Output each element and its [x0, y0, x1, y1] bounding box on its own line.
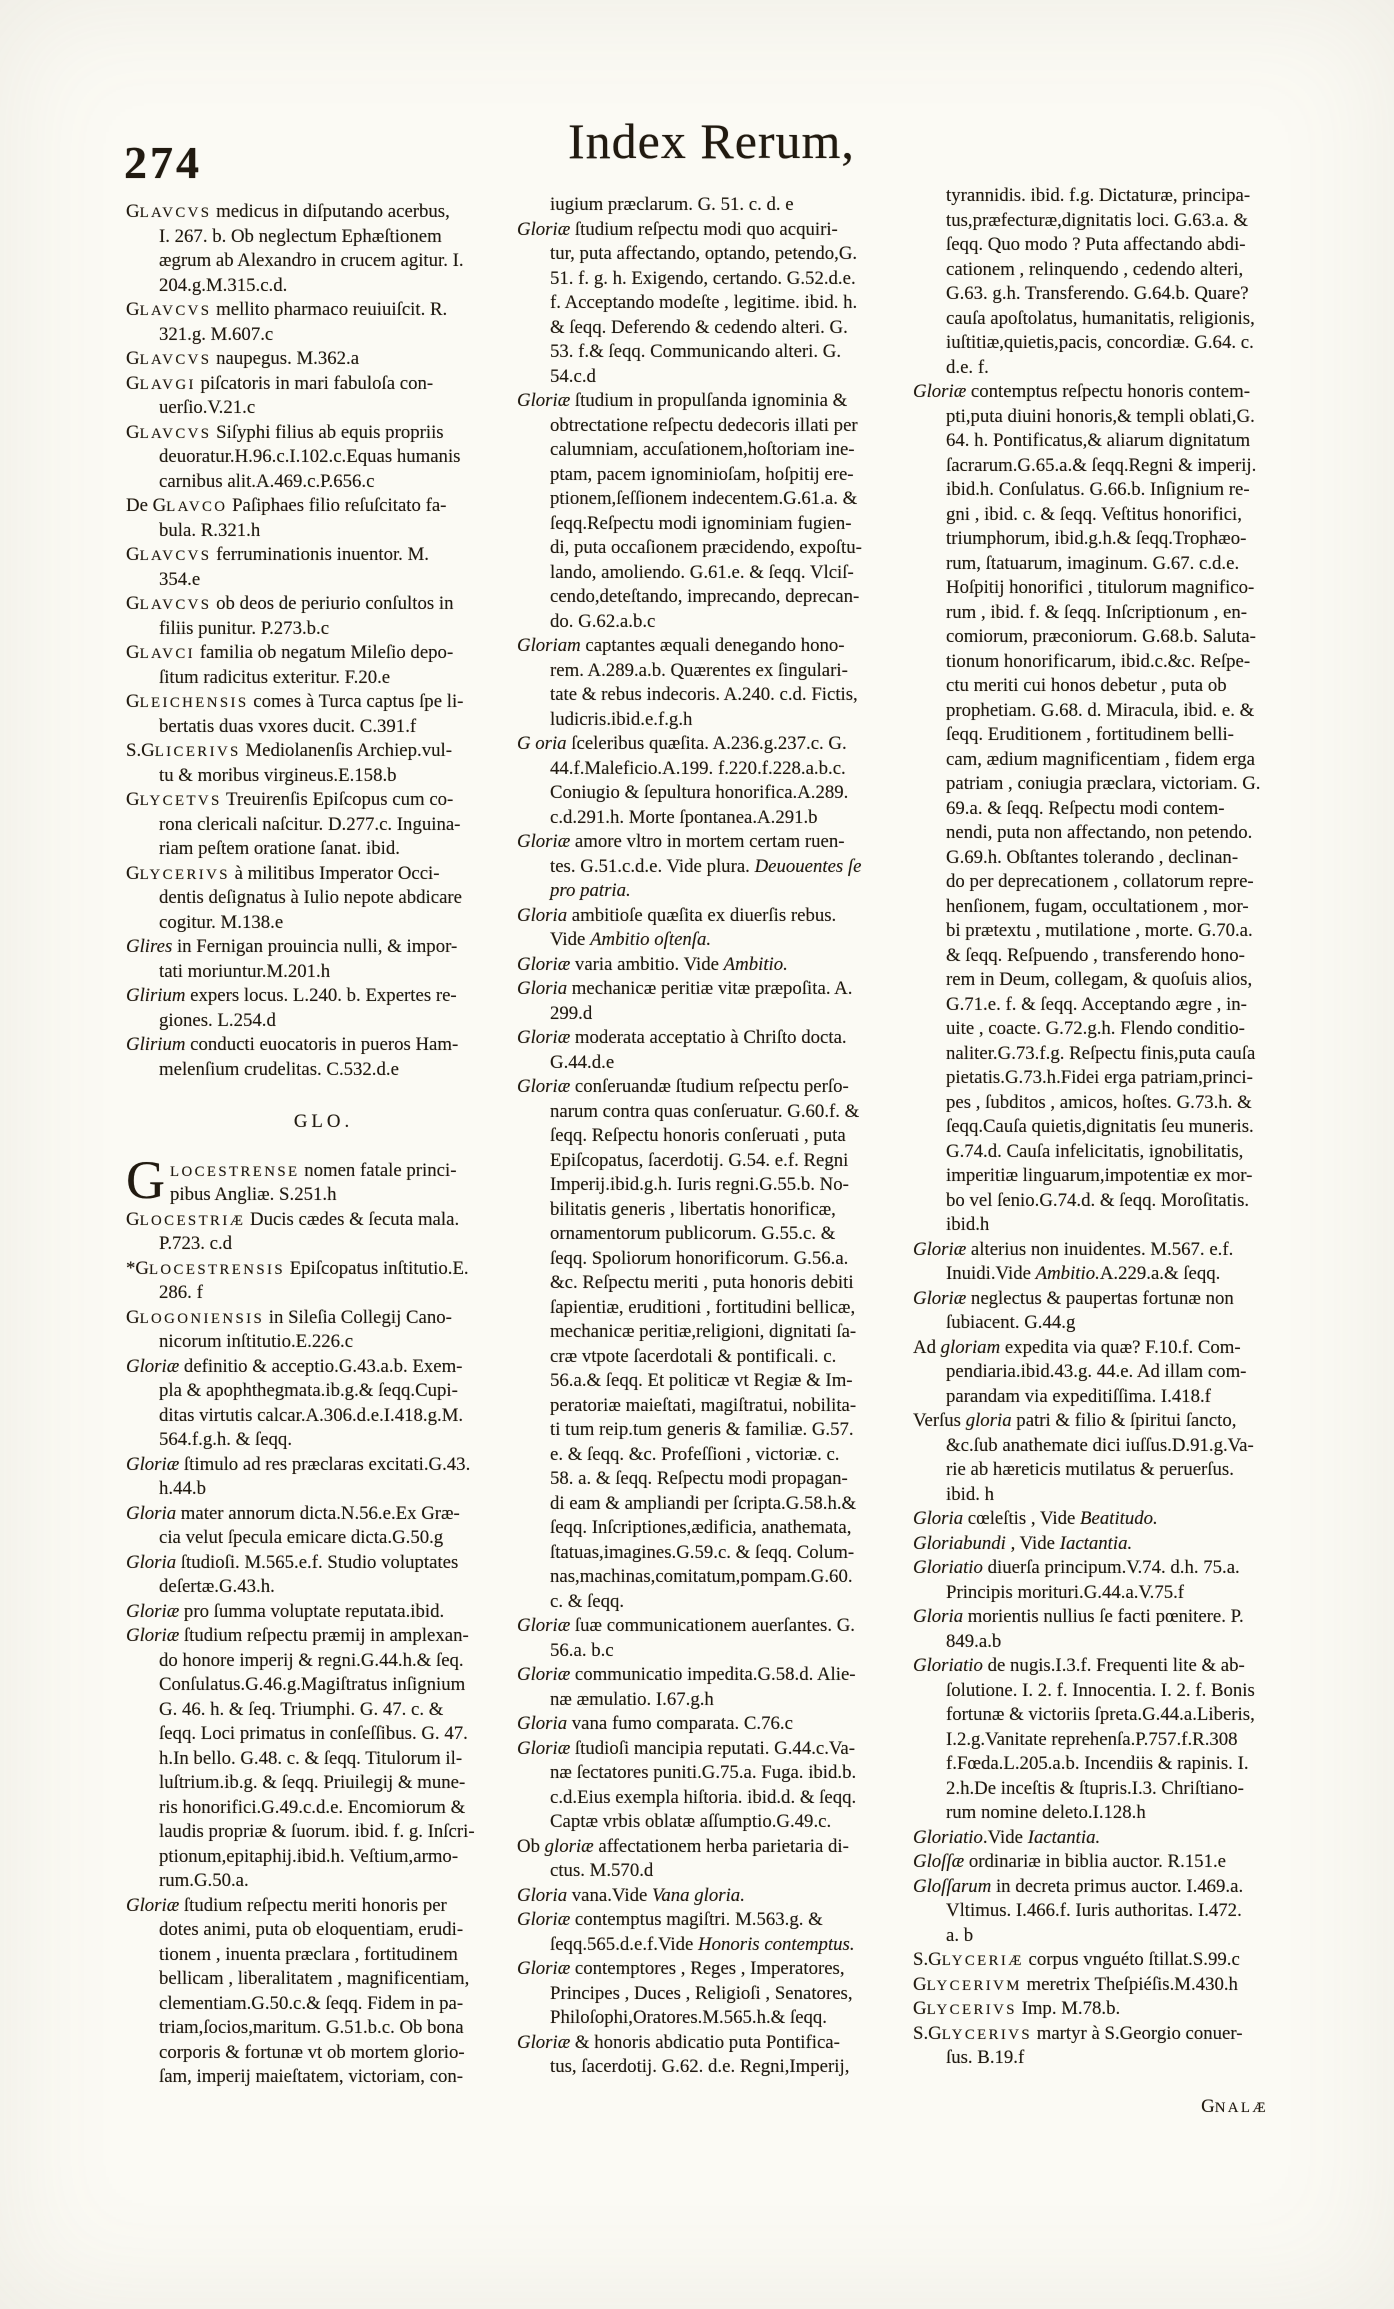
- text-line: GLYCETVS Treuirenſis Epiſcopus cum co-: [126, 789, 454, 810]
- text-line: pes , ſubditos , amicos, hoſtes. G.73.h. &: [946, 1091, 1252, 1113]
- text-line: c.d.291.h. Morte ſpontanea.A.291.b: [550, 806, 818, 828]
- text-line: tur, puta affectando, optando, petendo,G.: [550, 243, 858, 264]
- text-line: ſacrarum.G.65.a.& ſeqq.Regni & imperij.: [946, 454, 1257, 476]
- text-line: henſionem, fugam, occultationem , mor-: [946, 895, 1249, 917]
- text-line: Coniugio & ſepultura honorifica.A.289.: [550, 782, 849, 803]
- text-line: GLO.: [293, 1110, 354, 1132]
- text-line: GLAVCVS ferruminationis inuentor. M.: [126, 544, 429, 565]
- text-line: prophetiam. G.68. d. Miracula, ibid. e. &: [946, 699, 1255, 721]
- text-line: G.71.e. f. & ſeqq. Acceptando ægre , in-: [946, 993, 1247, 1015]
- drop-cap: G: [126, 1149, 165, 1210]
- text-line: peratoriæ maieſtati, magiſtratui, nobilita-: [550, 1394, 857, 1416]
- text-line: tate & rebus indecoris. A.240. c.d. Fictis,: [550, 684, 858, 705]
- text-line: riam peſtem oratione ſanat. ibid.: [159, 838, 400, 859]
- text-line: Gloriæ alterius non inuidentes. M.567. e.f.: [913, 1238, 1234, 1260]
- text-line: ægrum ab Alexandro in crucem agitur. I.: [159, 250, 464, 271]
- text-line: cogitur. M.138.e: [159, 911, 284, 933]
- text-line: triam,ſocios,maritum. G.51.b.c. Ob bona: [159, 2017, 464, 2038]
- text-line: Gloriæ contemptus magiſtri. M.563.g. &: [517, 1909, 823, 1930]
- text-line: I. 267. b. Ob neglectum Ephæſtionem: [159, 225, 442, 247]
- text-line: ſubiacent. G.44.g: [946, 1312, 1076, 1333]
- text-line: Gloriæ conſeruandæ ſtudium reſpectu perſo-: [517, 1076, 849, 1097]
- text-line: pla & apophthegmata.ib.g.& ſeqq.Cupi-: [159, 1380, 458, 1401]
- text-line: [913, 2071, 1308, 2096]
- text-line: rum nomine deleto.I.128.h: [946, 1802, 1146, 1823]
- text-line: Gloriæ ſuæ communicationem auerſantes. G.: [517, 1615, 856, 1636]
- text-line: tu & moribus virgineus.E.158.b: [159, 764, 397, 786]
- text-line: ſus. B.19.f: [946, 2047, 1025, 2068]
- text-line: Gloria cœleſtis , Vide Beatitudo.: [913, 1508, 1158, 1529]
- text-line: deuoratur.H.96.c.I.102.c.Equas humanis: [159, 446, 461, 467]
- text-line: parandam via expeditiſſima. I.418.f: [946, 1385, 1211, 1407]
- text-line: di eam & ampliandi per ſcripta.G.58.h.&: [550, 1492, 857, 1514]
- text-line: ſeqq. Loci primatus in conſeſſibus. G. 47.: [159, 1723, 468, 1744]
- text-line: rem in Deum, collegam, & quoſuis alios,: [946, 969, 1253, 990]
- text-line: ptionum,epitaphij.ibid.h. Veſtium,armo-: [159, 1845, 459, 1867]
- text-line: pendiaria.ibid.43.g. 44.e. Ad illam com-: [946, 1361, 1247, 1382]
- text-line: d.e. f.: [946, 356, 989, 378]
- page-title: Index Rerum,: [568, 113, 855, 169]
- text-line: *GLOCESTRENSIS Epiſcopatus inſtitutio.E.: [126, 1257, 469, 1279]
- text-line: [126, 1082, 521, 1107]
- text-line: lando, amoliendo. G.61.e. & ſeqq. Vlciſ-: [550, 561, 854, 583]
- text-line: 64. h. Pontificatus,& aliarum dignitatum: [946, 430, 1251, 451]
- text-line: 354.e: [159, 568, 201, 590]
- text-line: GLOCESTRIÆ Ducis cædes & ſecuta mala.: [126, 1208, 460, 1230]
- text-line: 69.a. & ſeqq. Reſpectu modi contem-: [946, 797, 1225, 819]
- text-line: Gloriæ ſtimulo ad res præclaras excitati.G.43.: [126, 1453, 471, 1475]
- text-line: pti,puta diuini honoris,& templi oblati,G.: [946, 405, 1255, 427]
- text-line: clementiam.G.50.c.& ſeqq. Fidem in pa-: [159, 1992, 464, 2014]
- text-line: 58. a. & ſeqq. Reſpectu modi propagan-: [550, 1468, 848, 1489]
- text-line: f. Acceptando modeſte , legitime. ibid. h.: [550, 292, 858, 313]
- text-line: Gloria morientis nullius ſe facti pœnitere. P.: [913, 1606, 1244, 1627]
- text-line: nendi, puta non affectando, non petendo.: [946, 822, 1253, 843]
- text-line: di, puta occaſionem præcidendo, expoſtu-: [550, 537, 862, 558]
- text-line: &c. Reſpectu meriti , puta honoris debiti: [550, 1272, 854, 1293]
- text-line: calumniam, accuſationem,hoſtoriam ine-: [550, 439, 855, 460]
- text-line: G.63. g.h. Transferendo. G.64.b. Quare?: [946, 283, 1249, 304]
- text-line: GLYCERIVS à militibus Imperator Occi-: [126, 862, 440, 884]
- text-line: ptionem,ſeſſionem indecentem.G.61.a. &: [550, 488, 858, 509]
- text-line: do. G.62.a.b.c: [550, 610, 656, 632]
- text-line: do per deprecationem , collatorum repre-: [946, 871, 1254, 892]
- text-line: Ob gloriæ affectationem herba parietaria di-: [517, 1835, 849, 1857]
- text-line: Gloriabundi , Vide Iactantia.: [913, 1532, 1133, 1554]
- text-line: tyrannidis. ibid. f.g. Dictaturæ, principa-: [946, 185, 1251, 206]
- text-line: uite , coacte. G.72.g.h. Flendo conditio-: [946, 1018, 1245, 1039]
- text-line: pibus Angliæ. S.251.h: [170, 1184, 337, 1205]
- text-line: triumphorum, ibid.g.h.& ſeqq.Trophæo-: [946, 528, 1247, 549]
- text-line: ſolutione. I. 2. f. Innocentia. I. 2. f. Bonis: [946, 1679, 1255, 1701]
- text-line: Hoſpitij honorifici , titulorum magnifico-: [946, 577, 1255, 598]
- text-line: carnibus alit.A.469.c.P.656.c: [159, 470, 375, 492]
- text-line: Vltimus. I.466.f. Iuris authoritas. I.472.: [946, 1900, 1242, 1921]
- text-line: ſeqq.Reſpectu modi ignominiam fugien-: [550, 512, 852, 534]
- text-line: Conſulatus.G.46.g.Magiſtratus inſignium: [159, 1674, 466, 1695]
- text-line: dotes animi, puta ob eloquentiam, erudi-: [159, 1919, 464, 1940]
- text-line: GLYCERIVS Imp. M.78.b.: [913, 1998, 1121, 2019]
- text-line: ſapientiæ, eruditioni , fortitudini bellicæ,: [550, 1296, 856, 1318]
- text-line: giones. L.254.d: [159, 1009, 276, 1031]
- text-line: ludicris.ibid.e.f.g.h: [550, 708, 693, 730]
- text-line: ctus. M.570.d: [550, 1860, 654, 1881]
- text-line: melenſium crudelitas. C.532.d.e: [159, 1058, 399, 1080]
- text-line: tionum honorificarum, ibid.c.&c. Reſpe-: [946, 650, 1251, 672]
- text-line: Epiſcopatus, ſacerdotij. G.54. e.f. Regni: [550, 1149, 849, 1171]
- text-line: h.44.b: [159, 1478, 206, 1499]
- text-line: 849.a.b: [946, 1630, 1002, 1652]
- text-line: I.2.g.Vanitate reprehenſa.P.757.f.R.308: [946, 1728, 1238, 1750]
- text-line: GLOGONIENSIS in Sileſia Collegij Cano-: [126, 1306, 452, 1328]
- text-line: GLEICHENSIS comes à Turca captus ſpe li-: [126, 691, 464, 712]
- text-line: Gloriæ & honoris abdicatio puta Pontifica-: [517, 2031, 840, 2053]
- text-line: GLAVCVS Siſyphi filius ab equis propriis: [126, 421, 444, 443]
- text-line: GLAVCVS medicus in diſputando acerbus,: [126, 201, 450, 222]
- text-line: cauſa apoſtolatus, humanitatis, religionis,: [946, 307, 1255, 329]
- text-line: 53. f.& ſeqq. Communicando alteri. G.: [550, 341, 842, 362]
- text-line: Gloriæ ſtudium reſpectu meriti honoris per: [126, 1894, 447, 1916]
- text-line: Gloriatio de nugis.I.3.f. Frequenti lite & ab-: [913, 1655, 1245, 1676]
- text-line: 299.d: [550, 1002, 593, 1024]
- text-line: Gloriæ pro ſumma voluptate reputata.ibid.: [126, 1600, 445, 1622]
- text-line: c. & ſeqq.: [550, 1590, 625, 1612]
- text-line: nicorum inſtitutio.E.226.c: [159, 1331, 354, 1352]
- text-line: a. b: [946, 1924, 974, 1946]
- text-line: Gloriæ definitio & acceptio.G.43.a.b. Exem-: [126, 1355, 463, 1377]
- text-line: nas,machinas,comitatum,pompam.G.60.: [550, 1566, 853, 1587]
- text-line: filiis punitur. P.273.b.c: [159, 617, 330, 639]
- text-line: ibid.h: [946, 1214, 990, 1235]
- text-line: comiorum, præconiorum. G.68.b. Saluta-: [946, 626, 1256, 647]
- text-line: næ ſectatores puniti.G.75.a. Fuga. ibid.b.: [550, 1762, 857, 1783]
- text-line: Gloria ambitioſe quæſita ex diuerſis rebus.: [517, 904, 837, 926]
- text-line: ſeqq. Spoliorum honorificorum. G.56.a.: [550, 1247, 849, 1269]
- text-line: 564.f.g.h. & ſeqq.: [159, 1429, 293, 1450]
- text-line: corporis & fortunæ vt ob mortem glorio-: [159, 2041, 465, 2063]
- text-line: fortunæ & victoriis ſpreta.G.44.a.Liberis,: [946, 1704, 1255, 1725]
- text-line: ſeqq.Cauſa quietis,dignitatis ſeu muneris.: [946, 1116, 1254, 1137]
- text-line: Gloriam captantes æquali denegando hono-: [517, 635, 845, 656]
- text-line: 321.g. M.607.c: [159, 323, 274, 345]
- text-line: GLAVCVS mellito pharmaco reuiuiſcit. R.: [126, 299, 448, 320]
- text-line: P.723. c.d: [159, 1233, 233, 1254]
- text-line: Principis morituri.G.44.a.V.75.f: [946, 1581, 1185, 1603]
- text-line: Vide Ambitio oſtenſa.: [550, 929, 712, 950]
- text-line: rum.G.50.a.: [159, 1870, 249, 1891]
- text-line: ptam, pacem ignominioſam, hoſpitij ere-: [550, 463, 854, 485]
- text-line: ibid. h: [946, 1483, 994, 1505]
- text-line: GLOCESTRENSE nomen fatale princi-: [126, 1149, 457, 1210]
- text-line: Gloriæ varia ambitio. Vide Ambitio.: [517, 953, 788, 975]
- text-line: Gloriæ amore vltro in mortem certam ruen-: [517, 831, 845, 852]
- text-line: cationem , relinquendo , cedendo alteri,: [946, 258, 1244, 280]
- text-line: S.GLYCERIVS martyr à S.Georgio conuer-: [913, 2022, 1243, 2044]
- text-line: ſitum radicitus exteritur. F.20.e: [159, 666, 391, 688]
- text-line: h.In bello. G.48. c. & ſeqq. Titulorum il-: [159, 1747, 463, 1769]
- index-column-2: [517, 193, 912, 2080]
- text-line: ſeqq.565.d.e.f.Vide Honoris contemptus.: [550, 1933, 855, 1955]
- text-line: ſeqq. Reſpectu honoris conſeruati , puta: [550, 1125, 846, 1146]
- text-line: &c.ſub anathemate dici iuſſus.D.91.g.Va-: [946, 1434, 1254, 1456]
- text-line: Gloria ſtudioſi. M.565.e.f. Studio voluptates: [126, 1551, 459, 1573]
- text-line: Gloria vana fumo comparata. C.76.c: [517, 1713, 793, 1734]
- text-line: obtrectatione reſpectu dedecoris illati per: [550, 414, 858, 436]
- text-line: tes. G.51.c.d.e. Vide plura. Deuouentes ſe: [550, 855, 862, 877]
- text-line: Gloriæ contemptores , Reges , Imperatores,: [517, 1958, 845, 1979]
- text-line: luſtrium.ib.g. & ſeqq. Priuilegij & mune-: [159, 1772, 466, 1793]
- text-line: Imperij.ibid.g.h. Iuris regni.G.55.b. No-: [550, 1174, 849, 1195]
- text-line: Gloriæ ſtudium reſpectu modi quo acquiri-: [517, 218, 838, 240]
- text-line: Gloriatio diuerſa principum.V.74. d.h. 75.a.: [913, 1557, 1240, 1578]
- text-line: G.69.h. Obſtantes tolerando , declinan-: [946, 846, 1239, 868]
- text-line: 286. f: [159, 1282, 203, 1303]
- text-line: pietatis.G.73.h.Fidei erga patriam,princi-: [946, 1067, 1253, 1088]
- text-line: mechanicæ peritiæ,religioni, dignitati ſa-: [550, 1321, 857, 1342]
- text-line: S.GLICERIVS Mediolanenſis Archiep.vul-: [126, 740, 452, 761]
- text-line: iugium præclarum. G. 51. c. d. e: [550, 194, 794, 215]
- text-line: Gloſſarum in decreta primus auctor. I.469.a.: [913, 1875, 1244, 1897]
- text-line: 54.c.d: [550, 365, 596, 387]
- text-line: deſertæ.G.43.h.: [159, 1576, 275, 1597]
- text-line: cendo,deteſtando, imprecando, deprecan-: [550, 586, 860, 607]
- text-line: rum , ibid. f. & ſeqq. Inſcriptionum , en-: [946, 601, 1247, 623]
- text-line: Gloria mechanicæ peritiæ vitæ præpoſita. A.: [517, 978, 853, 999]
- index-column-1: [126, 200, 521, 2090]
- text-line: G.74.d. Cauſa infelicitatis, ignobilitatis,: [946, 1140, 1244, 1162]
- text-line: do honore imperij & regni.G.44.h.& ſeq.: [159, 1649, 464, 1671]
- text-line: GLYCERIVM meretrix Theſpiéſis.M.430.h: [913, 1973, 1238, 1995]
- text-line: narum contra quas conſeruatur. G.60.f. &: [550, 1100, 860, 1122]
- text-line: Gloſſæ ordinariæ in biblia auctor. R.151.e: [913, 1851, 1226, 1872]
- text-line: G.44.d.e: [550, 1051, 615, 1073]
- text-line: tionem , inuenta præclara , fortitudinem: [159, 1943, 458, 1965]
- text-line: GLAVCVS ob deos de periurio conſultos in: [126, 593, 454, 614]
- text-line: 56.a. b.c: [550, 1639, 614, 1661]
- text-line: c.d.Eius exempla hiſtoria. ibid.d. & ſeqq.: [550, 1786, 857, 1808]
- text-line: imperitiæ linguarum,impotentiæ ex mor-: [946, 1165, 1253, 1186]
- text-line: Glirium conducti euocatoris in pueros Ham-: [126, 1034, 459, 1055]
- text-line: Gloriæ ſtudium reſpectu præmij in amplexan-: [126, 1625, 469, 1646]
- text-line: GNALÆ: [1201, 2096, 1268, 2117]
- text-line: Gloriæ contemptus reſpectu honoris contem-: [913, 381, 1250, 402]
- text-line: ſam, imperij maieſtatem, victoriam, con-: [159, 2066, 464, 2087]
- text-line: 2.h.De inceſtis & ſtupris.I.3. Chriſtiano-: [946, 1777, 1244, 1799]
- text-line: Inuidi.Vide Ambitio.A.229.a.& ſeqq.: [946, 1263, 1221, 1284]
- text-line: bula. R.321.h: [159, 519, 261, 541]
- text-line: & ſeqq. Reſpuendo , transferendo hono-: [946, 944, 1245, 966]
- index-column-3: [913, 184, 1308, 2120]
- text-line: cia velut ſpecula emicare dicta.G.50.g: [159, 1527, 444, 1548]
- text-line: uerſio.V.21.c: [159, 397, 256, 418]
- text-line: De GLAVCO Paſiphaes filio reſuſcitato fa-: [126, 495, 447, 516]
- text-line: Gloriæ communicatio impedita.G.58.d. Alie-: [517, 1664, 856, 1685]
- text-line: tati moriuntur.M.201.h: [159, 960, 331, 982]
- text-line: Verſus gloria patri & filio & ſpiritui ſancto,: [913, 1410, 1237, 1431]
- text-line: rona clericali naſcitur. D.277.c. Inguina-: [159, 813, 461, 835]
- text-line: cam, ædium magnificentiam , fidem erga: [946, 748, 1255, 770]
- text-line: Glires in Fernigan prouincia nulli, & impor-: [126, 936, 458, 957]
- text-line: Glirium expers locus. L.240. b. Expertes re-: [126, 985, 457, 1006]
- text-line: bellicam , liberalitatem , magnificentiam,: [159, 1968, 470, 1989]
- text-line: næ æmulatio. I.67.g.h: [550, 1688, 714, 1710]
- text-line: 44.f.Maleficio.A.199. f.220.f.228.a.b.c.: [550, 757, 846, 779]
- text-line: ſeqq. Eruditionem , fortitudinem belli-: [946, 724, 1234, 745]
- text-line: bertatis duas vxores ducit. C.391.f: [159, 715, 417, 737]
- text-line: 56.a.& ſeqq. Et politicæ vt Regiæ & Im-: [550, 1370, 853, 1391]
- text-line: Captæ vrbis oblatæ aſſumptio.G.49.c.: [550, 1811, 832, 1832]
- text-line: Gloria mater annorum dicta.N.56.e.Ex Græ-: [126, 1502, 460, 1524]
- text-line: rem. A.289.a.b. Quærentes ex ſingulari-: [550, 659, 848, 681]
- text-line: 51. f. g. h. Exigendo, certando. G.52.d.e.: [550, 267, 856, 289]
- text-line: iuſtitiæ,quietis,pacis, concordiæ. G.64. c.: [946, 332, 1254, 353]
- text-line: rum, ſtatuarum, imaginum. G.67. c.d.e.: [946, 552, 1240, 574]
- text-line: GLAVGI piſcatoris in mari fabuloſa con-: [126, 372, 434, 394]
- page-number: 274: [124, 137, 202, 188]
- text-line: Gloria vana.Vide Vana gloria.: [517, 1884, 745, 1906]
- text-line: GLAVCI familia ob negatum Mileſio depo-: [126, 642, 454, 663]
- text-line: ctu meriti cui honos debetur , puta ob: [946, 675, 1227, 696]
- text-line: ris honorifici.G.49.c.d.e. Encomiorum &: [159, 1796, 466, 1818]
- text-line: rie ab hæreticis mutilatus & peruerſus.: [946, 1459, 1234, 1480]
- text-line: ſeqq. Quo modo ? Puta affectando abdi-: [946, 234, 1246, 255]
- text-line: cræ vtpote ſacerdotali & pontificali. c.: [550, 1345, 837, 1367]
- text-line: Gloriæ moderata acceptatio à Chriſto docta.: [517, 1027, 847, 1048]
- text-line: Gloriæ neglectus & paupertas fortunæ non: [913, 1287, 1234, 1309]
- text-line: G oria ſceleribus quæſita. A.236.g.237.c. G.: [517, 733, 847, 754]
- text-line: bi prætextu , mutilatione , morte. G.70.a.: [946, 920, 1253, 941]
- text-line: ditas virtutis calcar.A.306.d.e.I.418.g.M.: [159, 1404, 464, 1426]
- text-line: bo vel ſenio.G.74.d. & ſeqq. Moroſitatis.: [946, 1189, 1250, 1211]
- text-line: bilitatis generis , libertatis honorificæ,: [550, 1198, 836, 1220]
- text-line: tus,præfecturæ,dignitatis loci. G.63.a. &: [946, 209, 1249, 231]
- text-line: laudis propriæ & ſuorum. ibid. f. g. Inſcri-: [159, 1821, 475, 1842]
- text-line: pro patria.: [550, 880, 631, 901]
- text-line: patriam , coniugia præclara, victoriam. G.: [946, 773, 1261, 794]
- text-line: naliter.G.73.f.g. Reſpectu finis,puta cauſa: [946, 1042, 1256, 1064]
- text-line: Ad gloriam expedita via quæ? F.10.f. Com-: [913, 1336, 1241, 1358]
- text-line: S.GLYCERIÆ corpus vnguéto ſtillat.S.99.c: [913, 1949, 1240, 1970]
- text-line: Gloriatio.Vide Iactantia.: [913, 1826, 1101, 1848]
- text-line: ornamentorum publicorum. G.55.c. &: [550, 1223, 836, 1244]
- text-line: [126, 1134, 521, 1159]
- text-line: gni , ibid. c. & ſeqq. Veſtitus honorifici,: [946, 503, 1242, 525]
- text-line: ſeqq. Inſcriptiones,ædificia, anathemata,: [550, 1517, 852, 1538]
- text-line: Gloriæ ſtudium in propulſanda ignominia &: [517, 390, 848, 411]
- text-line: Philoſophi,Oratores.M.565.h.& ſeqq.: [550, 2007, 828, 2028]
- text-line: GLAVCVS naupegus. M.362.a: [126, 348, 360, 369]
- text-line: e. & ſeqq. &c. Profeſſioni , victoriæ. c.: [550, 1443, 840, 1465]
- text-line: tus, ſacerdotij. G.62. d.e. Regni,Imperij,: [550, 2056, 850, 2077]
- text-line: & ſeqq. Deferendo & cedendo alteri. G.: [550, 316, 848, 338]
- text-line: G. 46. h. & ſeq. Triumphi. G. 47. c. &: [159, 1698, 444, 1720]
- text-line: ti tum reip.tum generis & familiæ. G.57.: [550, 1419, 854, 1440]
- text-line: Principes , Duces , Religioſi , Senatores,: [550, 1982, 853, 2004]
- text-line: f.Fœda.L.205.a.b. Incendiis & rapinis. I.: [946, 1753, 1249, 1774]
- text-line: 204.g.M.315.c.d.: [159, 274, 288, 296]
- text-line: ſtatuas,imagines.G.59.c. & ſeqq. Colum-: [550, 1541, 855, 1563]
- text-line: ibid.h. Conſulatus. G.66.b. Inſignium re-: [946, 479, 1250, 500]
- text-line: Gloriæ ſtudioſi mancipia reputati. G.44.c.Va-: [517, 1737, 856, 1759]
- text-line: dentis deſignatus à Iulio nepote abdicare: [159, 887, 463, 908]
